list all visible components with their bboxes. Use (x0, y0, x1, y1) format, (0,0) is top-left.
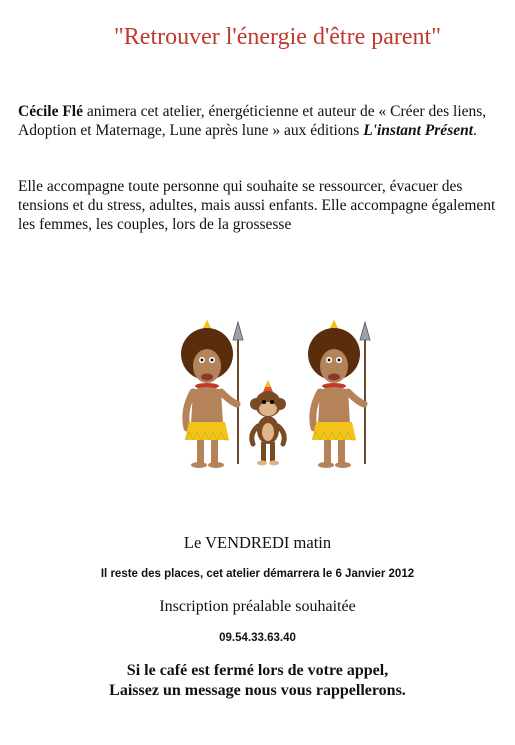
cafe-notice-line2: Laissez un message nous vous rappellerons. (109, 682, 406, 699)
author-name: Cécile Flé (18, 103, 83, 120)
right-tribal-figure (308, 320, 370, 468)
session-day: Le VENDREDI matin (183, 533, 332, 552)
monkey-figure (250, 380, 286, 466)
publisher-name: L'instant Présent (363, 122, 474, 139)
registration-note: Inscription préalable souhaitée (159, 598, 356, 615)
intro-paragraph (18, 102, 496, 140)
intro-end: . (473, 122, 477, 139)
intro-text: animera cet atelier, énergéticienne et auteur de « Créer des liens, Adoption et Maternage, Lune après lune » aux éditions (18, 103, 487, 139)
tribal-figures-illustration (165, 292, 385, 472)
phone-number: 09.54.33.63.40 (219, 632, 296, 644)
cafe-notice-line1: Si le café est fermé lors de votre appel, (126, 662, 389, 679)
availability-notice: Il reste des places, cet atelier démarrera le 6 Janvier 2012 (100, 568, 415, 580)
left-tribal-figure (181, 320, 243, 468)
page-title: "Retrouver l'énergie d'être parent" (114, 24, 441, 50)
description-paragraph: Elle accompagne toute personne qui souhaite se ressourcer, évacuer des tensions et du stress, adultes, mais aussi enfants. Elle accompagne également les femmes, les couples, lors de la grossesse (18, 178, 496, 233)
